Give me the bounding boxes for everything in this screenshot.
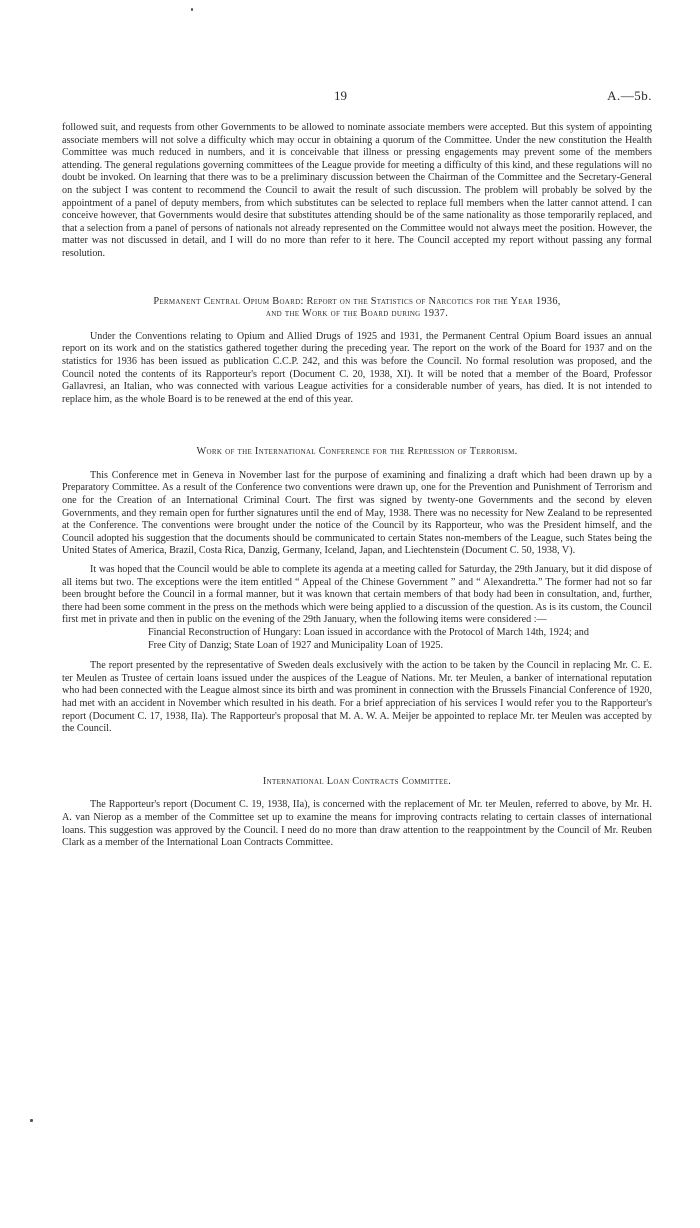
- terrorism-paragraph-1: This Conference met in Geneva in November last for the purpose of examining and finalizing a draft which had been drawn up by a Preparatory Committee. As a result of the Conference two conventions were drawn up, one for the Prevention and Punishment of Terrorism and one for the Creation of an International Criminal Court. The first was signed by twenty-one Governments and the second by eleven Governments, and they remain open for further signatures until the end of May, 1938. There was no necessity for New Zealand to be represented at the Conference. The conventions were brought under the notice of the Council by its Rapporteur, who was the President himself, and the Council adopted his suggestion that the documents should be communicated to certain States non-members of the League, such States being the United States of America, Brazil, Costa Rica, Danzig, Germany, Iceland, Japan, and Liechtenstein (Document C. 50, 1938, V).: [62, 469, 652, 557]
- terrorism-paragraph-3: The report presented by the representative of Sweden deals exclusively with the action to be taken by the Council in replacing Mr. C. E. ter Meulen as Trustee of certain loans issued under the auspices of the League of Nations. Mr. ter Meulen, a banker of international reputation who had been connected with the League almost since its birth and was prominent in connection with the Brussels Financial Conference of 1920, had met with an accident in November which resulted in his death. For a brief appreciation of his services I would refer you to the Rapporteur's report (Document C. 17, 1938, IIa). The Rapporteur's proposal that M. A. W. A. Meijer be appointed to replace Mr. ter Meulen was accepted by the Council.: [62, 660, 652, 735]
- list-item-hungary: Financial Reconstruction of Hungary: Loan issued in accordance with the Protocol of March 14th, 1924; and: [148, 627, 589, 638]
- opium-title-line-2: and the Work of the Board during 1937.: [265, 308, 449, 320]
- list-item-danzig: Free City of Danzig; State Loan of 1927 and Municipality Loan of 1925.: [148, 639, 443, 651]
- terrorism-paragraph-2: It was hoped that the Council would be able to complete its agenda at a meeting called for Saturday, the 29th January, but it did dispose of all items but two. The exceptions were the item entitled “ Appeal of the Chinese Government ” and “ Alexandretta.” The former had not so far been brought before the Council in a formal manner, but it was known that certain members of that body had been in consultation, and, further, there had been some comment in the press on the methods which were being applied to a discussion of the question. As is its custom, the Council first met in private and then in public on the evening of the 29th January, when the following items were considered :—: [62, 564, 652, 626]
- terrorism-section-title: Work of the International Conference for the Repression of Terrorism.: [196, 446, 518, 458]
- body-text: [62, 122, 652, 850]
- opium-title-line-1: Permanent Central Opium Board: Report on the Statistics of Narcotics for the Year 1936,: [153, 295, 561, 307]
- scan-speck-bottom: [30, 1119, 33, 1122]
- loan-section-title: International Loan Contracts Committee.: [262, 775, 452, 787]
- document-reference: A.—5b.: [607, 88, 652, 103]
- opium-section-title: [62, 296, 652, 321]
- scan-speck-top: [191, 8, 193, 11]
- page-number: 19: [334, 88, 347, 103]
- opium-paragraph: Under the Conventions relating to Opium and Allied Drugs of 1925 and 1931, the Permanent Central Opium Board issues an annual report on its work and on the statistics gathered together during the preceding year. The report on the work of the Board for 1937 and on the statistics for 1936 has been issued as publication C.C.P. 242, and this was before the Council. No formal resolution was proposed, and the Council noted the contents of its Rapporteur's report (Document C. 20, 1938, XI). It will be noted that a member of the Board, Professor Gallavresi, an Italian, who was connected with various League activities for a considerable number of years, has died. It is not intended to replace him, as the whole Board is to be renewed at the end of this year.: [62, 330, 652, 405]
- loan-paragraph: The Rapporteur's report (Document C. 19, 1938, IIa), is concerned with the replacement of Mr. ter Meulen, referred to above, by Mr. H. A. van Nierop as a member of the Committee set up to examine the means for improving contracts relating to certain classes of international loans. This suggestion was approved by the Council. I need do no more than draw attention to the reappointment by the Council of Mr. Reuben Clark as a member of the International Loan Contracts Committee.: [62, 799, 652, 849]
- intro-paragraph: followed suit, and requests from other Governments to be allowed to nominate associate members were accepted. But this system of appointing associate members will not solve a difficulty which may occur in obtaining a quorum of the Committee. Under the new constitution the Health Committee was much reduced in numbers, and it is conceivable that illness or pressing engagements may prevent some of the members attending. The general regulations governing committees of the League provide for meeting a difficulty of this kind, and these regulations will no doubt be invoked. On learning that there was to be a preliminary discussion between the Chairman of the Committee and the Secretary-General on the subject I was content to recommend the Council to await the result of such discussion. The problem will probably be solved by the appointment of a panel of deputy members, from which substitutes can be selected to replace full members when the latter cannot attend. I can conceive however, that Governments would desire that substitutes attending should be of the same nationality as those temporarily replaced, and that a selection from a panel of persons of nationals not already represented on the Committee would not always meet the position. However, the matter was not discussed in detail, and I will do no more than refer to it here. The Council accepted my report without passing any formal resolution.: [62, 122, 652, 259]
- page-header: [62, 88, 652, 104]
